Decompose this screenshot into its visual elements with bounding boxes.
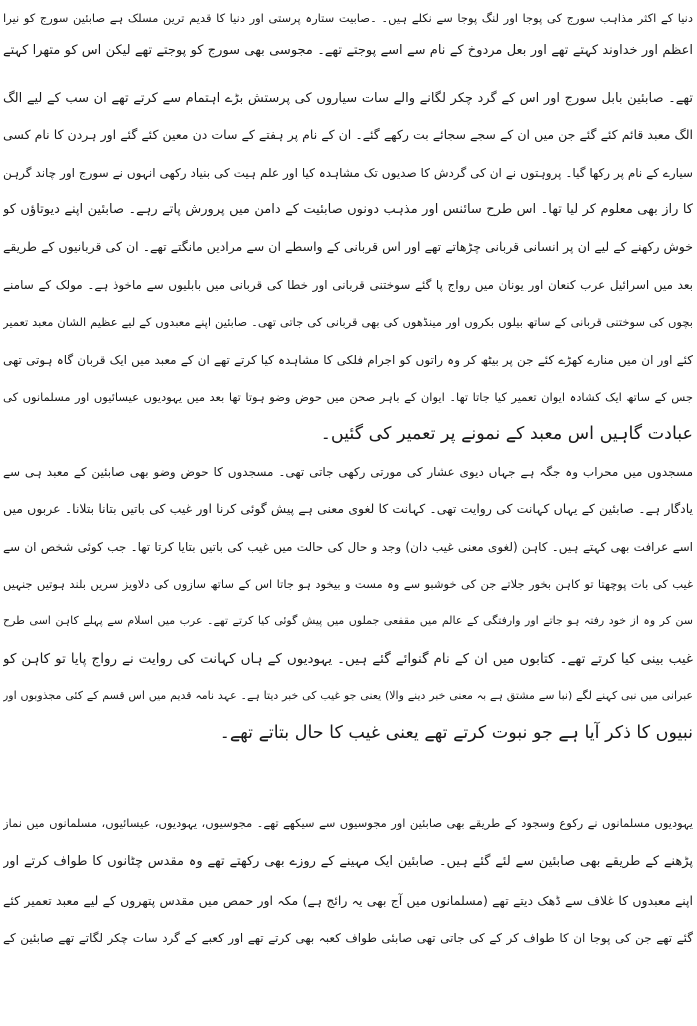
- text-line: پڑھنے کے طریقے بھی صابئین سے لئے گئے ہیں۔ صابئین ایک مہینے کے روزے بھی رکھتے تھے وہ مقدس چٹانوں کا طواف کرتے اور: [3, 854, 693, 869]
- text-line: کا راز بھی معلوم کر لیا تھا۔ اس طرح سائنس اور مذہب دونوں صابئیت کے دامن میں پرورش پاتے رہے۔ صابئین اپنے دیوتاؤں کو: [3, 202, 693, 217]
- text-line: بچوں کی سوختنی قربانی کے ساتھ بیلوں بکروں اور مینڈھوں کی بھی قربانی کی جاتی تھی۔ صابئین اپنے معبدوں کے لیے عظیم الشان معبد تعمیر: [3, 315, 693, 329]
- text-line: غیب کی بات پوچھتا تو کاہن بخور جلاتے جن کی خوشبو سے وہ مست و بیخود ہو جاتا اس کے ساتھ سازوں کی دلاویز سریں بلند ہوتیں جنہیں: [3, 577, 693, 591]
- text-line: یہودیوں مسلمانوں نے رکوع وسجود کے طریقے بھی صابئین اور مجوسیوں سے سیکھے تھے۔ مجوسیوں، یہودیوں، عیسائیوں، مسلمانوں میں نماز: [3, 816, 693, 830]
- text-line: اپنے معبدوں کا غلاف سے ڈھک دیتے تھے (مسلمانوں میں آج بھی یہ رائج ہے) مکہ اور حمص میں مقدس پتھروں کے لیے معبد تعمیر کئے: [3, 893, 693, 908]
- text-line: خوش رکھنے کے لیے ان پر انسانی قربانی چڑھاتے تھے اور اس قربانی کے واسطے ان سے مرادیں مانگتے تھے۔ ان کی قربانیوں کے طریقے: [3, 239, 693, 254]
- text-line: غیب بینی کیا کرتے تھے۔ کتابوں میں ان کے نام گنوائے گئے ہیں۔ یہودیوں کے ہاں کہانت کی روایت نے رواج پایا تو کاہن کو: [3, 651, 693, 667]
- text-line: اعظم اور خداوند کہتے تھے اور بعل مردوخ کے نام سے اسے پوجتے تھے۔ مجوسی بھی سورج کو پوجتے تھے لیکن اس کو متھرا کہتے: [3, 43, 693, 58]
- text-line: تھے۔ صابئین بابل سورج اور اس کے گرد چکر لگانے والے سات سیاروں کی پرستش بڑے اہتمام سے کرتے تھے ان سب کے لیے الگ: [3, 91, 693, 106]
- text-line: نبیوں کا ذکر آیا ہے جو نبوت کرتے تھے یعنی غیب کا حال بتاتے تھے۔: [219, 723, 693, 743]
- text-line: بعد میں اسرائیل عرب کنعان اور یونان میں رواج پا گئے سوختنی قربانی اور خطا کی قربانی میں بابلیوں سے ماخوذ ہے۔ مولک کے سامنے: [3, 278, 693, 292]
- text-line: سن کر وہ از خود رفتہ ہو جاتے اور وارفتگی کے عالم میں مقفعی جملوں میں پیش گوئی کیا کرتے تھے۔ عرب میں اسلام سے پہلے کاہن اسی طرح: [3, 614, 693, 627]
- text-line: جس کے ساتھ ایک کشادہ ایوان تعمیر کیا جاتا تھا۔ ایوان کے باہر صحن میں حوض وضو ہوتا تھا بعد میں یہودیوں عیسائیوں اور مسلمانوں کی: [3, 390, 693, 404]
- text-line: الگ معبد قائم کئے گئے جن میں ان کے سجے سجائے بت رکھے گئے۔ ان کے نام پر ہفتے کے سات دن معین کئے گئے اور ہردن کا نام کسی: [3, 127, 693, 142]
- text-line: اسے عرافت بھی کہتے ہیں۔ کاہن (لغوی معنی غیب دان) وجد و حال کی حالت میں غیب کی باتیں بتایا کرتا تھا۔ جب کوئی شخص ان سے: [3, 540, 693, 554]
- text-line: یادگار ہے۔ صابئین کے یہاں کہانت کی روایت تھی۔ کہانت کا لغوی معنی ہے پیش گوئی کرنا اور غیب کی باتیں بتانا بتلانا۔ عربوں میں: [3, 501, 693, 516]
- text-line: سیارے کے نام پر رکھا گیا۔ پروہتوں نے ان کی گردش کا صدیوں تک مشاہدہ کیا اور علم ہیت کی بنیاد رکھی انہوں نے سورج اور چاند گرہن: [3, 166, 693, 180]
- text-line: مسجدوں میں محراب وہ جگہ ہے جہاں دیوی عشار کی مورتی رکھی جاتی تھی۔ مسجدوں کا حوض وضو بھی صابئین کے معبد ہی سے: [3, 465, 693, 479]
- text-line: عبادت گاہیں اس معبد کے نمونے پر تعمیر کی گئیں۔: [320, 424, 693, 444]
- text-line: عبرانی میں نبی کہنے لگے (نبا سے مشتق ہے بہ معنی خبر دینے والا) یعنی جو غیب کی خبر دیتا ہے۔ عہد نامہ قدیم میں اس قسم کے کئی مجذوبوں اور: [3, 689, 693, 702]
- text-line: گئے تھے جن کی پوجا ان کا طواف کر کے کی جاتی تھی صابئی طواف کعبہ بھی کرتے تھے اور کعبے کے گرد سات چکر لگاتے تھے صابئین کے: [3, 931, 693, 945]
- text-line: کئے اور ان میں منارے کھڑے کئے جن پر بیٹھ کر وہ راتوں کو اجرام فلکی کا مشاہدہ کیا کرتے تھے ان کے معبد میں ایک قربان گاہ ہوتی تھی: [3, 353, 693, 367]
- text-line: دنیا کے اکثر مذاہب سورج کی پوجا اور لنگ پوجا سے نکلے ہیں۔ ۔صابیت ستارہ پرستی اور دنیا کا قدیم ترین مسلک ہے صابئین سورج کو نیرا: [3, 11, 693, 25]
